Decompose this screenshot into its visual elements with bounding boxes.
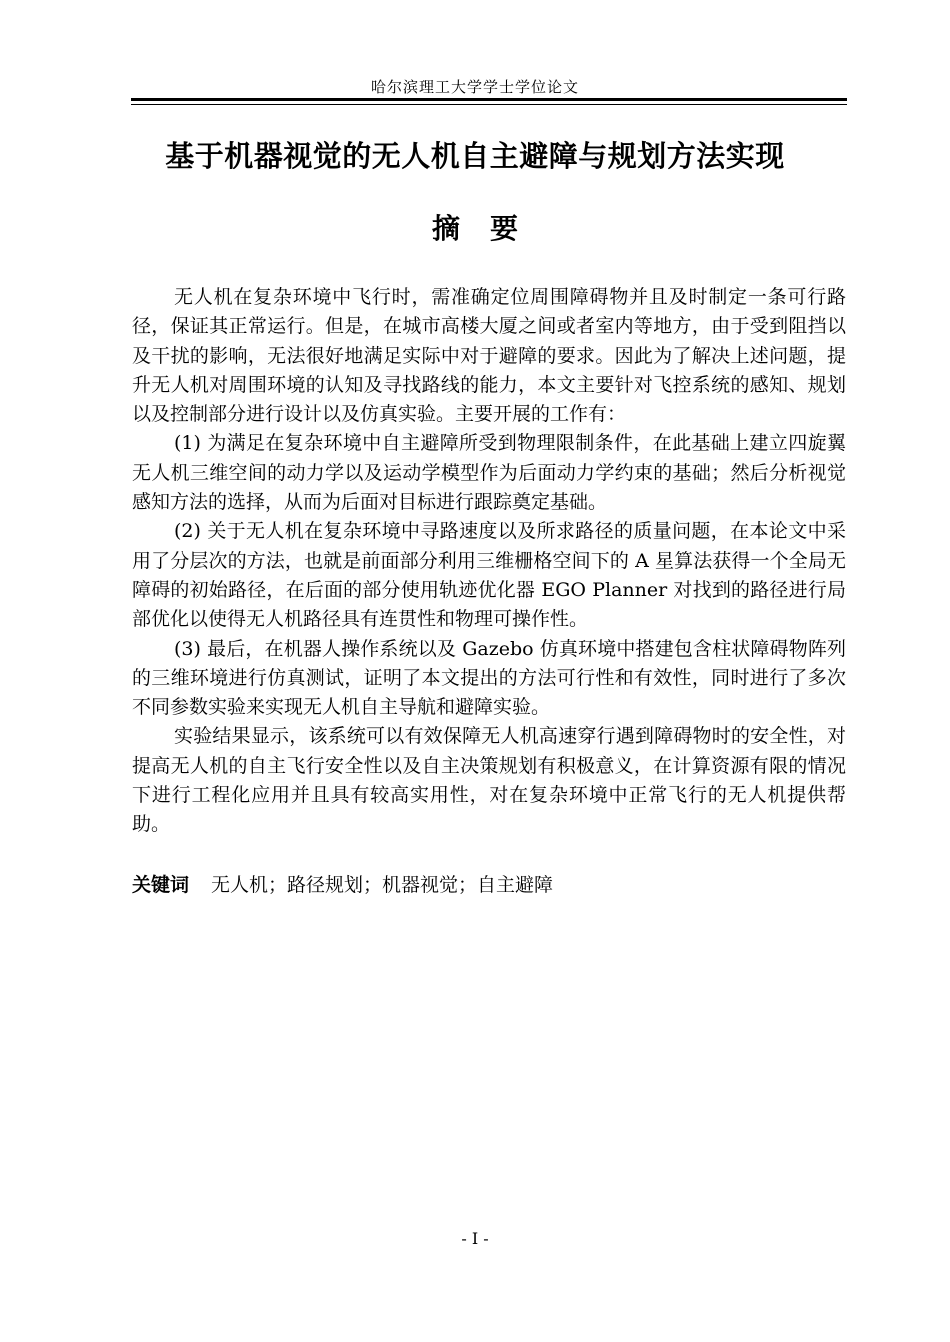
abstract-paragraph-conclusion: 实验结果显示，该系统可以有效保障无人机高速穿行遇到障碍物时的安全性，对提高无人机的自主飞行安全性以及自主决策规划有积极意义，在计算资源有限的情况下进行工程化应用并且具有较高实用性，对在复杂环境中正常飞行的无人机提供帮助。 — [132, 725, 846, 836]
header-rule-thin — [131, 104, 847, 105]
abstract-paragraph-item-1: (1) 为满足在复杂环境中自主避障所受到物理限制条件，在此基础上建立四旋翼无人机三维空间的动力学以及运动学模型作为后面动力学约束的基础；然后分析视觉感知方法的选择，从而为后面对目标进行跟踪奠定基础。 — [132, 432, 846, 514]
running-header: 哈尔滨理工大学学士学位论文 — [370, 78, 579, 96]
abstract-paragraph-intro: 无人机在复杂环境中飞行时，需准确定位周围障碍物并且及时制定一条可行路径，保证其正常运行。但是，在城市高楼大厦之间或者室内等地方，由于受到阻挡以及干扰的影响，无法很好地满足实际中对于避障的要求。因此为了解决上述问题，提升无人机对周围环境的认知及寻找路线的能力，本文主要针对飞控系统的感知、规划以及控制部分进行设计以及仿真实验。主要开展的工作有： — [132, 286, 846, 426]
thesis-title: 基于机器视觉的无人机自主避障与规划方法实现 — [165, 139, 785, 173]
keywords-line — [132, 870, 553, 897]
abstract-paragraph-item-3: (3) 最后，在机器人操作系统以及 Gazebo 仿真环境中搭建包含柱状障碍物阵列的三维环境进行仿真测试，证明了本文提出的方法可行性和有效性，同时进行了多次不同参数实验来实现无人机自主导航和避障实验。 — [132, 637, 846, 719]
abstract-body — [132, 283, 846, 840]
header-rule-thick — [131, 98, 847, 101]
page-number: - I - — [461, 1229, 489, 1248]
abstract-heading — [0, 207, 950, 247]
abstract-heading-char-2: 要 — [490, 212, 519, 245]
keywords-text: 无人机；路径规划；机器视觉；自主避障 — [211, 874, 554, 896]
abstract-paragraph-item-2: (2) 关于无人机在复杂环境中寻路速度以及所求路径的质量问题，在本论文中采用了分层次的方法，也就是前面部分利用三维栅格空间下的 A 星算法获得一个全局无障碍的初始路径，在后面的部分使用轨迹优化器 EGO Planner 对找到的路径进行局部优化以使得无人机路径具有连贯性和物理可操作性。 — [132, 520, 846, 631]
abstract-heading-char-1: 摘 — [431, 212, 460, 245]
keywords-label: 关键词 — [132, 874, 190, 896]
